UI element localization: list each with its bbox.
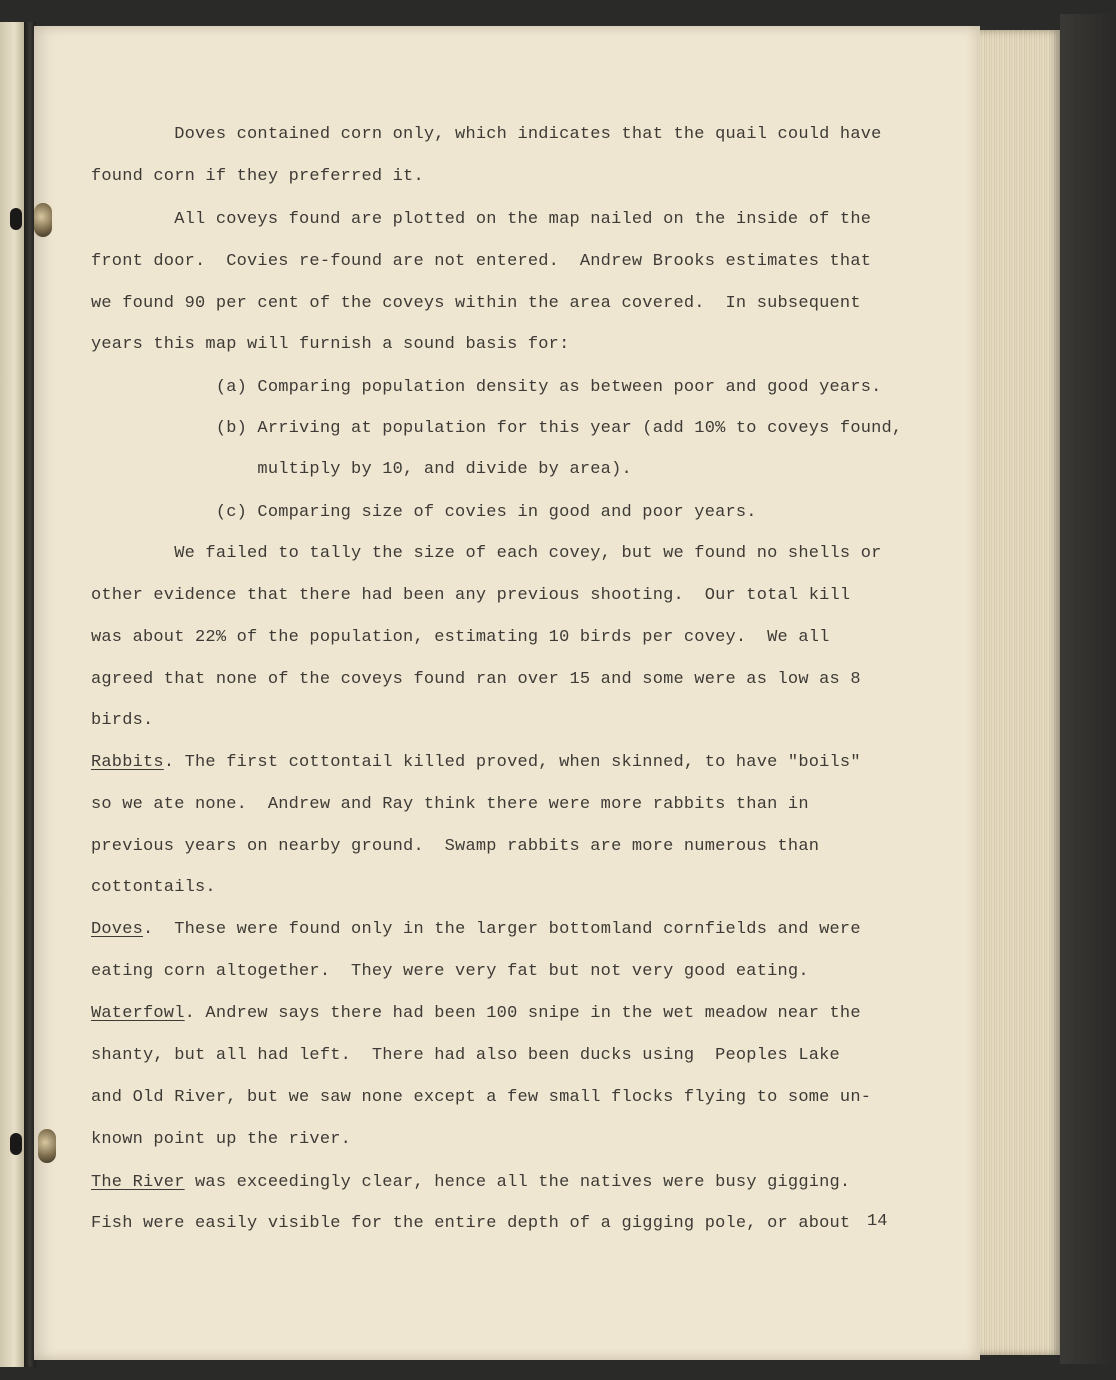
text-line: other evidence that there had been any previous shooting. Our total kill	[91, 586, 851, 605]
text-line: cottontails.	[91, 878, 216, 897]
waterfowl-text: . Andrew says there had been 100 snipe in the wet meadow near the	[184, 1004, 861, 1023]
river-heading: The River	[91, 1173, 185, 1192]
binder-ring-bottom	[38, 1129, 56, 1163]
text-line: agreed that none of the coveys found ran over 15 and some were as low as 8	[91, 670, 861, 689]
doves-heading: Doves	[91, 920, 144, 939]
text-line: previous years on nearby ground. Swamp rabbits are more numerous than	[91, 837, 820, 856]
text-line: shanty, but all had left. There had also been ducks using Peoples Lake	[91, 1046, 840, 1065]
rabbits-heading: Rabbits	[91, 753, 164, 772]
text-line: Fish were easily visible for the entire depth of a gigging pole, or about	[91, 1214, 851, 1233]
list-item-b: (b) Arriving at population for this year (add 10% to coveys found,	[91, 419, 903, 438]
text-line: All coveys found are plotted on the map nailed on the inside of the	[91, 210, 872, 229]
waterfowl-paragraph	[91, 1002, 861, 1026]
text-line: Doves contained corn only, which indicates that the quail could have	[91, 125, 882, 144]
text-line: found corn if they preferred it.	[91, 167, 424, 186]
text-line: so we ate none. Andrew and Ray think there were more rabbits than in	[91, 795, 809, 814]
text-line: years this map will furnish a sound basis for:	[91, 335, 570, 354]
page-number: 14	[867, 1212, 888, 1231]
list-item-a: (a) Comparing population density as between poor and good years.	[91, 378, 882, 397]
text-line: was about 22% of the population, estimating 10 birds per covey. We all	[91, 628, 830, 647]
text-line: eating corn altogether. They were very fat but not very good eating.	[91, 962, 809, 981]
text-line: we found 90 per cent of the coveys within the area covered. In subsequent	[91, 294, 861, 313]
text-line: front door. Covies re-found are not entered. Andrew Brooks estimates that	[91, 252, 872, 271]
list-item-c: (c) Comparing size of covies in good and poor years.	[91, 503, 757, 522]
doves-paragraph	[91, 918, 861, 942]
river-paragraph	[91, 1171, 850, 1195]
doves-text: . These were found only in the larger bottomland cornfields and were	[143, 920, 861, 939]
text-line: We failed to tally the size of each covey, but we found no shells or	[91, 544, 882, 563]
text-line: known point up the river.	[91, 1130, 352, 1149]
river-text: was exceedingly clear, hence all the natives were busy gigging.	[184, 1173, 851, 1192]
rabbits-paragraph	[91, 751, 861, 775]
list-item-b-continued: multiply by 10, and divide by area).	[91, 460, 632, 479]
rabbits-text: . The first cottontail killed proved, when skinned, to have "boils"	[163, 753, 861, 772]
ring-hole-top	[10, 208, 22, 230]
waterfowl-heading: Waterfowl	[91, 1004, 185, 1023]
text-line: birds.	[91, 711, 154, 730]
text-line: and Old River, but we saw none except a few small flocks flying to some un-	[91, 1088, 872, 1107]
binder-ring-top	[34, 203, 52, 237]
back-cover	[1060, 14, 1116, 1364]
page-stack-edge	[970, 30, 1060, 1355]
ring-hole-bottom	[10, 1133, 22, 1155]
